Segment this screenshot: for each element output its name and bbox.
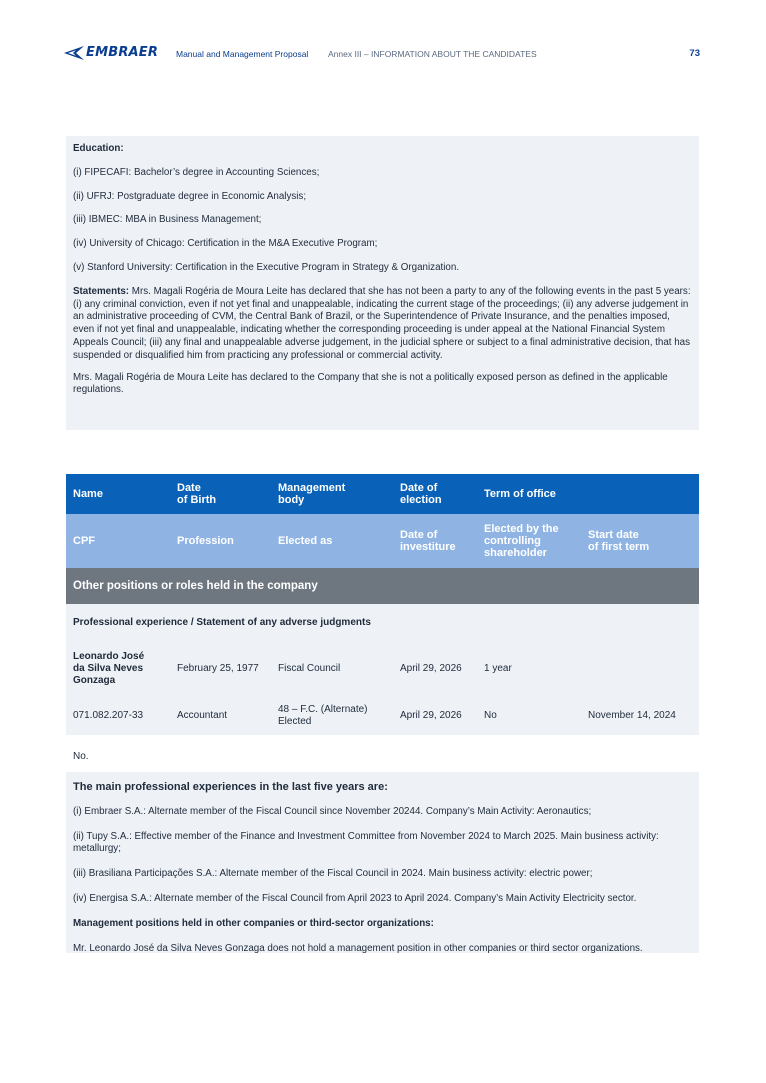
professional-experience-row [66, 604, 699, 641]
statements-paragraph [73, 286, 691, 363]
cell-date-of-birth: February 25, 1977 [170, 641, 271, 697]
education-box [66, 136, 699, 430]
education-item: (ii) UFRJ: Postgraduate degree in Economic Analysis; [73, 190, 307, 202]
table-header-row [66, 474, 699, 514]
no-answer-text: No. [73, 751, 89, 762]
embraer-logo [64, 45, 158, 60]
embraer-plane-icon [64, 46, 84, 60]
annex-title: Annex III – INFORMATION ABOUT THE CANDIDATES [328, 49, 537, 59]
experience-item: (ii) Tupy S.A.: Effective member of the Finance and Investment Committee from November 2024 to March 2025. Main business activity: metallurgy; [73, 830, 659, 855]
header-cell-management-body: Management body [271, 474, 393, 514]
header-cell-date-of-birth: Date of Birth [170, 474, 271, 514]
subheader-cell-elected-by-controlling: Elected by the controlling shareholder [477, 514, 581, 568]
subheader-cell-start-date: Start date of first term [581, 514, 699, 568]
pep-paragraph: Mrs. Magali Rogéria de Moura Leite has declared to the Company that she is not a politically exposed person as defined in the applicable regulations. [73, 371, 668, 396]
logo-text: EMBRAER [86, 45, 159, 60]
professional-experience-cell: Professional experience / Statement of any adverse judgments [66, 604, 699, 641]
cell-elected-as: 48 – F.C. (Alternate) Elected [271, 697, 393, 735]
subheader-cell-elected-as: Elected as [271, 514, 393, 568]
header-cell-empty [581, 474, 699, 514]
cell-name: Leonardo José da Silva Neves Gonzaga [66, 641, 170, 697]
experience-item: (i) Embraer S.A.: Alternate member of the Fiscal Council since November 20244. Company’s Main Activity: Aeronautics; [73, 805, 592, 817]
cell-start-date: November 14, 2024 [581, 697, 699, 735]
education-item: (iv) University of Chicago: Certification in the M&A Executive Program; [73, 238, 378, 250]
candidate-table [66, 474, 699, 735]
cell-profession: Accountant [170, 697, 271, 735]
header-cell-name: Name [66, 474, 170, 514]
management-positions-title: Management positions held in other companies or third-sector organizations: [73, 917, 434, 929]
page-number: 73 [689, 48, 700, 59]
experience-title: The main professional experiences in the last five years are: [73, 781, 388, 793]
table-row [66, 697, 699, 735]
cell-empty [581, 641, 699, 697]
experience-item: (iv) Energisa S.A.: Alternate member of the Fiscal Council from April 2023 to April 2024. Company’s Main Activity Electricity sector. [73, 892, 637, 904]
experience-box [66, 772, 699, 953]
table-subheader-row [66, 514, 699, 568]
management-positions-text: Mr. Leonardo José da Silva Neves Gonzaga does not hold a management position in other companies or third sector organizations. [73, 942, 643, 954]
cell-elected-by-controlling: No [477, 697, 581, 735]
cell-cpf: 071.082.207-33 [66, 697, 170, 735]
cell-date-of-investiture: April 29, 2026 [393, 697, 477, 735]
header-cell-date-of-election: Date of election [393, 474, 477, 514]
subheader-cell-date-of-investiture: Date of investiture [393, 514, 477, 568]
cell-term-of-office: 1 year [477, 641, 581, 697]
cell-date-of-election: April 29, 2026 [393, 641, 477, 697]
experience-item: (iii) Brasiliana Participações S.A.: Alternate member of the Fiscal Council in 2024. Main business activity: electric power; [73, 868, 593, 880]
statements-label: Statements: [73, 285, 130, 297]
table-row [66, 641, 699, 697]
page-header [64, 45, 700, 65]
other-positions-cell: Other positions or roles held in the company [66, 568, 699, 604]
header-cell-term-of-office: Term of office [477, 474, 581, 514]
cell-management-body: Fiscal Council [271, 641, 393, 697]
statements-text: Mrs. Magali Rogéria de Moura Leite has declared that she has not been a party to any of the following events in the past 5 years: (i) any criminal conviction, even if not yet final and unappealable, indicating the current stage of the proceedings; (ii) any adverse judgement in an administrative proceeding of CVM, the Central Bank of Brazil, or the Superintendence of Private Insurance, and the penalties imposed, even if not yet final and unappealable, indicating whether the corresponding proceeding is under appeal at the National Financial System Appeals Council; (iii) any final and unappealable adverse judgement, in the judicial sphere or subject to a final administrative decision, that has suspended or disqualified him from practicing any professional or commercial activity. [73, 285, 691, 361]
education-title: Education: [73, 143, 124, 154]
subheader-cell-profession: Profession [170, 514, 271, 568]
document-title: Manual and Management Proposal [176, 49, 309, 59]
other-positions-row [66, 568, 699, 604]
education-item: (iii) IBMEC: MBA in Business Management; [73, 214, 262, 226]
education-item: (i) FIPECAFI: Bachelor’s degree in Accounting Sciences; [73, 166, 320, 178]
education-item: (v) Stanford University: Certification in the Executive Program in Strategy & Organization. [73, 261, 460, 273]
subheader-cell-cpf: CPF [66, 514, 170, 568]
